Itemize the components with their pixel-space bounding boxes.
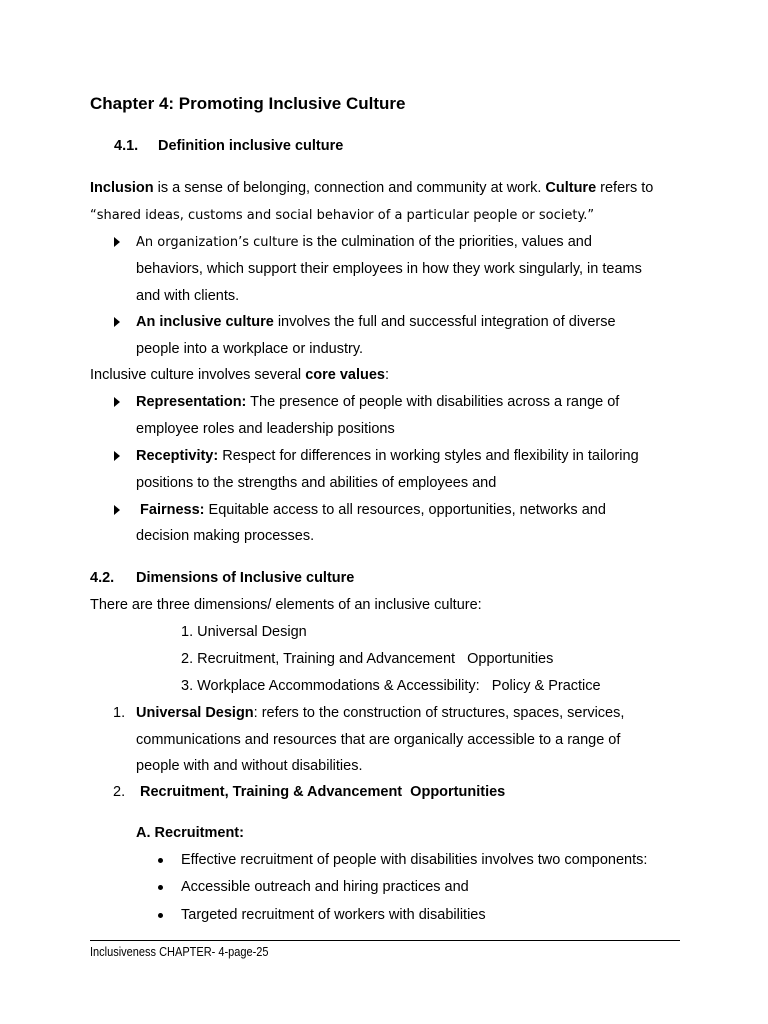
bullet-dot-icon bbox=[158, 885, 163, 890]
triangle-bullet-icon bbox=[114, 505, 120, 515]
core-value-receptivity-line-2: positions to the strengths and abilities of employees and bbox=[136, 475, 497, 491]
dimension-item-3: 3. Workplace Accommodations & Accessibility: Policy & Practice bbox=[181, 678, 601, 694]
recruit-bullet-2: Accessible outreach and hiring practices and bbox=[181, 879, 469, 895]
fairness-term: Fairness: bbox=[136, 502, 205, 518]
culture-text: refers to bbox=[596, 180, 654, 196]
footer-rule bbox=[90, 940, 680, 941]
item-1-line-3: people with and without disabilities. bbox=[136, 758, 363, 774]
bullet-inclusive-culture-line-2: people into a workplace or industry. bbox=[136, 341, 364, 357]
bullet-org-culture-line-1 bbox=[136, 233, 592, 252]
section-4-2-number: 4.2. bbox=[90, 570, 115, 586]
bullet-dot-icon bbox=[158, 858, 163, 863]
representation-text: The presence of people with disabilities across a range of bbox=[246, 394, 620, 410]
item-2-title: Recruitment, Training & Advancement Opportunities bbox=[140, 784, 506, 800]
inclusion-term: Inclusion bbox=[90, 180, 154, 196]
item-2-number: 2. bbox=[113, 784, 126, 800]
dimension-item-1: 1. Universal Design bbox=[181, 624, 307, 640]
core-pre: Inclusive culture involves several bbox=[90, 367, 306, 383]
triangle-bullet-icon bbox=[114, 451, 120, 461]
triangle-bullet-icon bbox=[114, 397, 120, 407]
fairness-text: Equitable access to all resources, opportunities, networks and bbox=[204, 502, 606, 518]
bullet-org-culture-line-3: and with clients. bbox=[136, 288, 240, 304]
subsection-a-recruitment: A. Recruitment: bbox=[136, 825, 244, 841]
receptivity-text: Respect for differences in working styles and flexibility in tailoring bbox=[218, 448, 639, 464]
culture-quote: “shared ideas, customs and social behavior of a particular people or society.” bbox=[90, 208, 595, 223]
triangle-bullet-icon bbox=[114, 317, 120, 327]
section-4-2-title: Dimensions of Inclusive culture bbox=[136, 570, 355, 586]
item-1-line-1 bbox=[136, 704, 624, 722]
bullet-org-culture-line-2: behaviors, which support their employees in how they work singularly, in teams bbox=[136, 261, 642, 277]
org-culture-lead: An organization’s culture bbox=[136, 235, 299, 250]
bullet-dot-icon bbox=[158, 913, 163, 918]
core-term: core values bbox=[305, 367, 385, 383]
section-4-1-title: Definition inclusive culture bbox=[158, 138, 344, 154]
inclusion-text: is a sense of belonging, connection and community at work. bbox=[153, 180, 546, 196]
dimension-item-2: 2. Recruitment, Training and Advancement Opportunities bbox=[181, 651, 554, 667]
triangle-bullet-icon bbox=[114, 237, 120, 247]
page-footer: Inclusiveness CHAPTER- 4-page-25 bbox=[90, 945, 269, 959]
org-culture-text: is the culmination of the priorities, values and bbox=[298, 234, 592, 250]
intro-line-1 bbox=[90, 179, 653, 197]
receptivity-term: Receptivity: bbox=[136, 448, 219, 464]
universal-design-text: : refers to the construction of structures, spaces, services, bbox=[253, 705, 625, 721]
core-post: : bbox=[385, 367, 390, 383]
culture-term: Culture bbox=[545, 180, 597, 196]
core-values-intro bbox=[90, 366, 389, 384]
inclusive-culture-text: involves the full and successful integration of diverse bbox=[273, 314, 616, 330]
core-value-fairness-line-1 bbox=[136, 501, 606, 519]
core-value-receptivity-line-1 bbox=[136, 447, 639, 465]
section-4-1-number: 4.1. bbox=[114, 138, 139, 154]
item-1-number: 1. bbox=[113, 705, 126, 721]
core-value-fairness-line-2: decision making processes. bbox=[136, 528, 315, 544]
core-value-representation-line-1 bbox=[136, 393, 619, 411]
chapter-title: Chapter 4: Promoting Inclusive Culture bbox=[90, 94, 406, 113]
inclusive-culture-lead: An inclusive culture bbox=[136, 314, 274, 330]
core-value-representation-line-2: employee roles and leadership positions bbox=[136, 421, 395, 437]
recruit-bullet-1: Effective recruitment of people with disabilities involves two components: bbox=[181, 852, 648, 868]
bullet-inclusive-culture-line-1 bbox=[136, 313, 616, 331]
item-1-line-2: communications and resources that are organically accessible to a range of bbox=[136, 732, 621, 748]
representation-term: Representation: bbox=[136, 394, 247, 410]
dimensions-intro: There are three dimensions/ elements of an inclusive culture: bbox=[90, 597, 482, 613]
universal-design-term: Universal Design bbox=[136, 705, 254, 721]
recruit-bullet-3: Targeted recruitment of workers with disabilities bbox=[181, 907, 486, 923]
